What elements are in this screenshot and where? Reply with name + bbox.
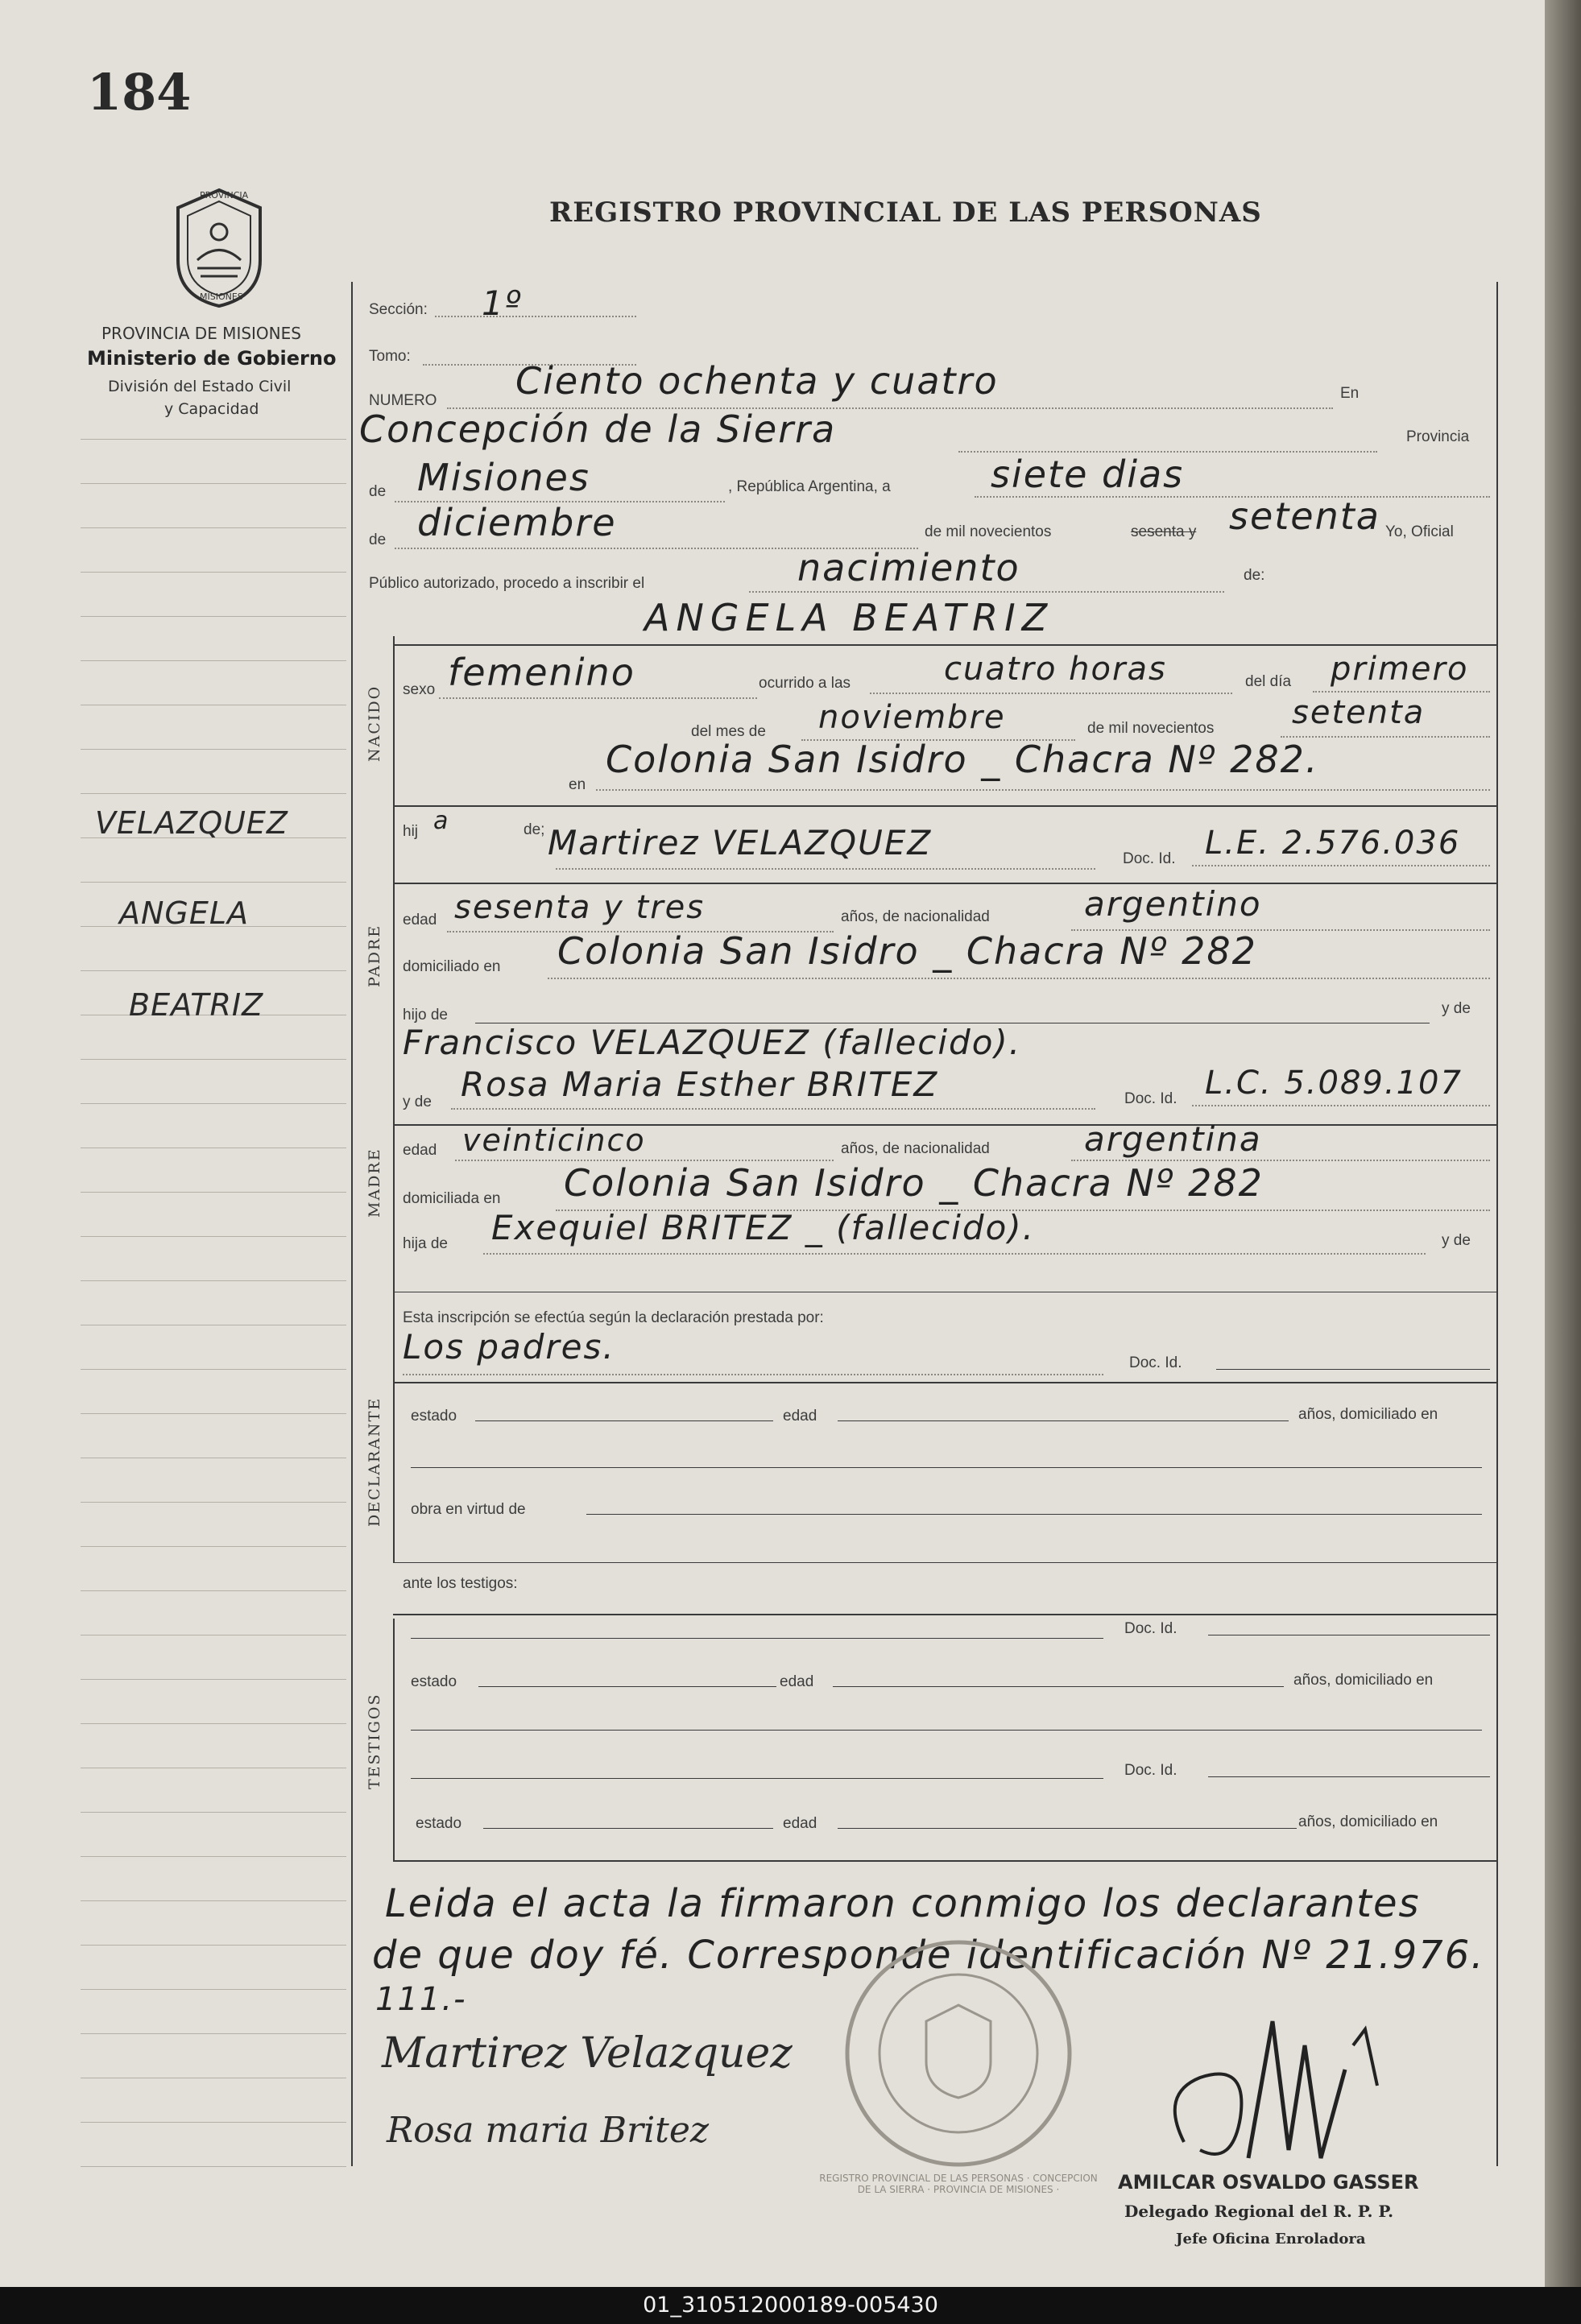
label-doc-madre: Doc. Id. — [1124, 1090, 1177, 1107]
label-de-colon: de: — [1244, 567, 1265, 584]
label-doc-testigo-1: Doc. Id. — [1124, 1620, 1177, 1637]
file-caption: 01_310512000189-005430 — [643, 2293, 938, 2318]
field-dia: siete dias — [991, 453, 1185, 496]
label-ocurrido: ocurrido a las — [759, 675, 851, 692]
label-obra: obra en virtud de — [411, 1501, 526, 1518]
field-padre-edad: sesenta y tres — [454, 889, 706, 926]
label-de-mil-2: de mil novecientos — [1087, 720, 1215, 737]
registry-stamp-icon — [838, 1933, 1079, 2174]
label-provincia: Provincia — [1406, 428, 1470, 445]
label-edad-2: edad — [780, 1673, 814, 1690]
label-sexo: sexo — [403, 681, 436, 698]
field-numero: Ciento ochenta y cuatro — [515, 359, 999, 403]
field-padre-nac: argentino — [1084, 884, 1262, 924]
field-seccion: 1º — [482, 283, 523, 323]
field-abuelo-pat: Francisco VELAZQUEZ (fallecido). — [403, 1023, 1022, 1062]
field-lugar-nac: Colonia San Isidro _ Chacra Nº 282. — [606, 738, 1319, 781]
field-hij-suffix: a — [433, 807, 450, 835]
field-nombre: ANGELA BEATRIZ — [644, 596, 1054, 639]
label-doc-padre: Doc. Id. — [1123, 850, 1176, 867]
label-doc-testigo-2: Doc. Id. — [1124, 1762, 1177, 1779]
margin-name-2: BEATRIZ — [129, 987, 264, 1023]
label-estado-3: estado — [416, 1815, 462, 1832]
registry-title: REGISTRO PROVINCIAL DE LAS PERSONAS — [549, 196, 1262, 229]
field-madre-dom: Colonia San Isidro _ Chacra Nº 282 — [564, 1161, 1264, 1205]
label-seccion: Sección: — [369, 301, 428, 318]
label-de-mil: de mil novecientos — [925, 523, 1052, 540]
label-republica: , República Argentina, a — [728, 478, 891, 495]
label-hija-de: hija de — [403, 1235, 448, 1252]
stamp-ring-text: REGISTRO PROVINCIAL DE LAS PERSONAS · CONCEPCION DE LA SIERRA · PROVINCIA DE MISIONES · — [819, 2173, 1098, 2195]
field-padre-nombre: Martirez VELAZQUEZ — [548, 823, 933, 862]
field-mes-nac: noviembre — [818, 699, 1006, 736]
issuer-line-4: y Capacidad — [164, 400, 259, 418]
field-anio-nac: setenta — [1292, 694, 1426, 731]
label-ante-testigos: ante los testigos: — [403, 1575, 518, 1592]
label-del-dia: del día — [1245, 673, 1292, 690]
label-edad-madre: edad — [403, 1142, 437, 1159]
label-de-semi: de; — [524, 821, 545, 838]
label-en: En — [1340, 385, 1360, 402]
label-publico: Público autorizado, procedo a inscribir el — [369, 575, 645, 592]
field-mes: diciembre — [417, 501, 617, 544]
closing-line-3: 111.- — [375, 1981, 467, 2018]
field-padre-doc: L.E. 2.576.036 — [1205, 825, 1461, 862]
issuer-line-2: Ministerio de Gobierno — [87, 347, 337, 370]
field-madre-nac: argentina — [1084, 1119, 1262, 1159]
label-estado-1: estado — [411, 1408, 457, 1425]
label-anos-nac-madre: años, de nacionalidad — [841, 1140, 990, 1157]
section-nacido: NACIDO — [366, 684, 383, 762]
official-role-2: Jefe Oficina Enroladora — [1176, 2231, 1366, 2247]
label-domiciliado: domiciliado en — [403, 958, 501, 975]
field-abuela-pat: Rosa Maria Esther BRITEZ — [461, 1065, 939, 1104]
label-tomo: Tomo: — [369, 348, 411, 365]
field-madre-doc: L.C. 5.089.107 — [1205, 1065, 1463, 1102]
label-y-de-3: y de — [1442, 1232, 1471, 1249]
seal-text-top: PROVINCIA — [200, 190, 249, 201]
official-name: AMILCAR OSVALDO GASSER — [1118, 2171, 1419, 2194]
field-sexo: femenino — [448, 651, 635, 694]
issuer-line-1: PROVINCIA DE MISIONES — [101, 324, 301, 343]
field-hora: cuatro horas — [944, 651, 1167, 688]
label-hijo-de: hijo de — [403, 1007, 448, 1023]
label-anos-dom-2: años, domiciliado en — [1293, 1672, 1434, 1689]
field-padre-dom: Colonia San Isidro _ Chacra Nº 282 — [557, 929, 1257, 973]
field-acto: nacimiento — [797, 546, 1020, 589]
section-madre: MADRE — [366, 1148, 383, 1218]
label-y-de-2: y de — [403, 1094, 432, 1110]
page-edge — [1545, 0, 1581, 2287]
field-anio: setenta — [1229, 494, 1380, 538]
field-declarante: Los padres. — [403, 1327, 615, 1367]
field-lugar: Concepción de la Sierra — [359, 407, 837, 451]
label-estado-2: estado — [411, 1673, 457, 1690]
label-edad-padre: edad — [403, 912, 437, 928]
label-hij: hij — [403, 823, 419, 840]
section-padre: PADRE — [366, 924, 383, 987]
label-sesenta-struck: sesenta y — [1131, 523, 1197, 540]
label-esta-inscripcion: Esta inscripción se efectúa según la declaración prestada por: — [403, 1309, 824, 1326]
issuer-line-3: División del Estado Civil — [108, 378, 292, 395]
field-dia-nac: primero — [1331, 651, 1469, 688]
field-abuelo-mat: Exequiel BRITEZ _ (fallecido). — [491, 1208, 1036, 1247]
label-en-lower: en — [569, 776, 586, 793]
label-anos-nac-padre: años, de nacionalidad — [841, 908, 990, 925]
label-edad-3: edad — [783, 1815, 817, 1832]
label-anos-dom-1: años, domiciliado en — [1298, 1406, 1438, 1423]
page-number: 184 — [87, 63, 192, 122]
official-role-1: Delegado Regional del R. P. P. — [1124, 2202, 1394, 2221]
margin-surname: VELAZQUEZ — [95, 805, 288, 841]
section-testigos: TESTIGOS — [366, 1693, 383, 1789]
label-yo-oficial: Yo, Oficial — [1385, 523, 1454, 540]
label-y-de-1: y de — [1442, 1000, 1471, 1017]
label-de-2: de — [369, 531, 387, 548]
closing-line-2: de que doy fé. Corresponde identificación Nº 21.976. — [372, 1933, 1485, 1978]
label-doc-declarante: Doc. Id. — [1129, 1354, 1182, 1371]
section-declarante: DECLARANTE — [366, 1396, 383, 1527]
margin-name-1: ANGELA — [119, 895, 250, 931]
label-edad-1: edad — [783, 1408, 817, 1425]
official-signature-icon — [1152, 1997, 1418, 2182]
field-madre-edad: veinticinco — [462, 1123, 646, 1158]
seal-text-bottom: MISIONES — [200, 292, 243, 302]
label-anos-dom-3: años, domiciliado en — [1298, 1813, 1438, 1830]
label-domiciliada: domiciliada en — [403, 1190, 501, 1207]
closing-line-1: Leida el acta la firmaron conmigo los declarantes — [385, 1881, 1421, 1926]
signature-mother: Rosa maria Britez — [387, 2110, 710, 2151]
label-numero: NUMERO — [369, 392, 437, 409]
label-del-mes: del mes de — [691, 723, 766, 740]
field-provincia: Misiones — [417, 456, 590, 499]
label-de-1: de — [369, 483, 387, 500]
signature-father: Martirez Velazquez — [382, 2029, 793, 2078]
